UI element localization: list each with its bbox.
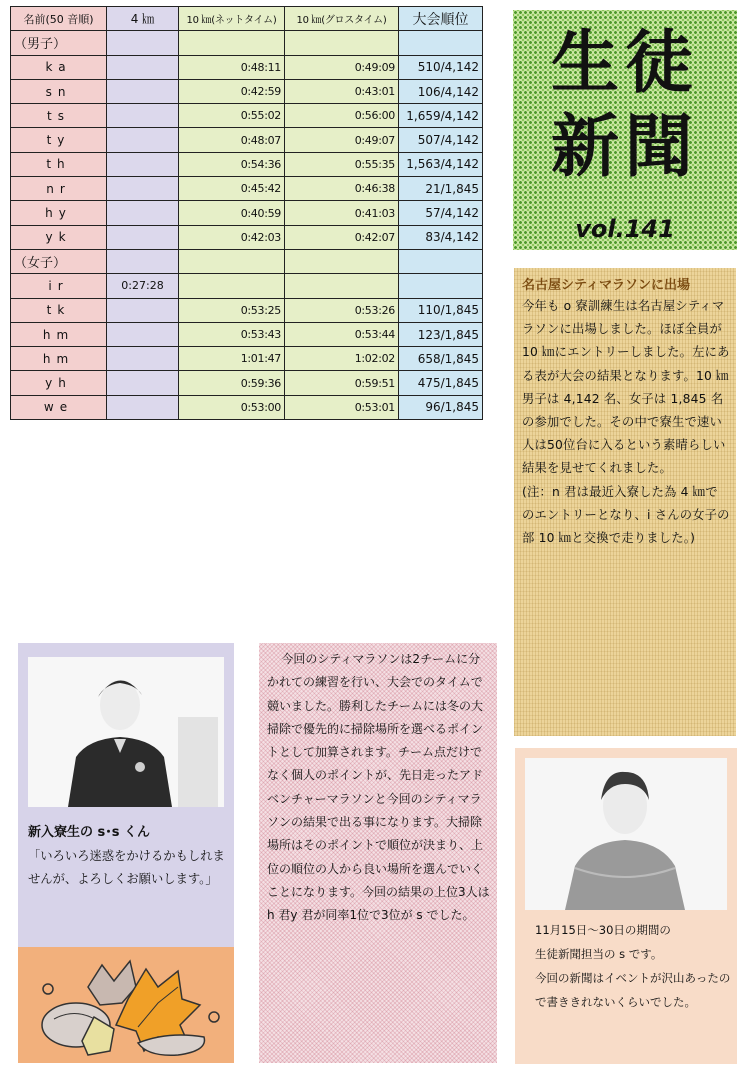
cell-4km [107,298,179,322]
reporter-text-line3: 今回の新聞はイベントが沢山あったの [535,971,731,985]
newcomer-card [18,643,234,1063]
cell-4km [107,225,179,249]
reporter-text-line1: 11月15日～30日の期間の [535,923,671,937]
cell-net: 0:42:03 [179,225,285,249]
table-row [11,225,483,249]
cell-net: 0:59:36 [179,371,285,395]
cell-name: yh [11,371,107,395]
cell-gross: 0:55:35 [285,152,399,176]
cell-gross: 0:42:07 [285,225,399,249]
cell-gross: 0:46:38 [285,177,399,201]
cell-gross: 0:49:07 [285,128,399,152]
cell-4km [107,371,179,395]
cell-rank: 96/1,845 [399,395,483,419]
cell-rank: 1,563/4,142 [399,152,483,176]
table-row [11,371,483,395]
cell-rank: 21/1,845 [399,177,483,201]
cell-4km [107,79,179,103]
table-header-row [11,7,483,31]
cell-name: nr [11,177,107,201]
cell-rank: 106/4,142 [399,79,483,103]
cell-rank [399,249,483,273]
cell-rank: 507/4,142 [399,128,483,152]
table-row [11,104,483,128]
reporter-card [515,748,737,1064]
table-row [11,201,483,225]
cell-4km [107,31,179,55]
cell-name: ty [11,128,107,152]
cell-4km [107,395,179,419]
cell-gross [285,249,399,273]
header-4km: 4 ㎞ [107,7,179,31]
cell-name: th [11,152,107,176]
cell-4km: 0:27:28 [107,274,179,298]
cell-net: 0:48:07 [179,128,285,152]
newcomer-quote: 「いろいろ迷惑をかけるかもしれませんが、よろしくお願いします。」 [28,849,225,886]
results-table [10,6,483,420]
cell-net: 0:54:36 [179,152,285,176]
cell-gross: 0:59:51 [285,371,399,395]
cell-name: ir [11,274,107,298]
table-row [11,249,483,273]
cell-net [179,31,285,55]
cell-gross: 0:41:03 [285,201,399,225]
cell-net: 0:40:59 [179,201,285,225]
article-title: 名古屋シティマラソンに出場 [522,278,690,293]
cell-net: 0:53:25 [179,298,285,322]
header-net-time: 10 ㎞(ネットタイム) [179,7,285,31]
cell-rank: 510/4,142 [399,55,483,79]
table-row [11,322,483,346]
cell-gross: 0:53:44 [285,322,399,346]
cell-net: 0:55:02 [179,104,285,128]
cell-gross: 0:43:01 [285,79,399,103]
cell-4km [107,104,179,128]
cell-rank: 123/1,845 [399,322,483,346]
team-article-body: 今回のシティマラソンは2チームに分かれての練習を行い、大会でのタイムで競いました。勝利したチームには冬の大掃除で優先的に掃除場所を選べるポイントとして加算されます。チーム点だけでなく個人のポイントが、先日走ったアドベンチャーマラソンと今回のシティマラソンの結果で出る事になります。大掃除場所はそのポイントで順位が決まり、上位の順位の人から良い場所を選んでいくことになります。今回の結果の上位3人は h 君y 君が同率1位で3位が s でした。 [267,652,490,923]
cell-net: 0:48:11 [179,55,285,79]
cell-rank: 57/4,142 [399,201,483,225]
marathon-article [514,268,736,736]
table-row [11,31,483,55]
cell-4km [107,201,179,225]
cell-gross: 0:56:00 [285,104,399,128]
newcomer-photo [28,657,224,807]
reporter-text-line2: 生徒新聞担当の s です。 [535,947,663,961]
reporter-photo [525,758,727,910]
cell-net: 0:53:00 [179,395,285,419]
masthead-title-line2: 新聞 [550,108,699,187]
cell-gross [285,274,399,298]
cell-rank [399,274,483,298]
cell-gross: 0:49:09 [285,55,399,79]
header-name: 名前(50 音順) [11,7,107,31]
autumn-leaves-illustration [18,947,234,1063]
cell-rank: 1,659/4,142 [399,104,483,128]
cell-4km [107,177,179,201]
cell-rank: 658/1,845 [399,347,483,371]
cell-rank: 475/1,845 [399,371,483,395]
cell-name: hm [11,322,107,346]
cell-name: ts [11,104,107,128]
cell-name: hm [11,347,107,371]
cell-net: 0:53:43 [179,322,285,346]
cell-name: sn [11,79,107,103]
cell-name: tk [11,298,107,322]
table-row [11,55,483,79]
cell-net [179,274,285,298]
cell-name: yk [11,225,107,249]
cell-net: 1:01:47 [179,347,285,371]
table-row [11,298,483,322]
cell-4km [107,347,179,371]
table-row [11,347,483,371]
cell-name: ka [11,55,107,79]
table-row [11,128,483,152]
header-gross-time: 10 ㎞(グロスタイム) [285,7,399,31]
reporter-text-line4: で書ききれないくらいでした。 [535,995,696,1009]
table-row [11,152,483,176]
issue-number: vol.141 [575,215,675,243]
cell-rank: 110/1,845 [399,298,483,322]
cell-rank [399,31,483,55]
newcomer-name: 新入寮生の s･s くん [28,825,151,840]
article-body: 今年も o 寮訓練生は名古屋シティマラソンに出場しました。ほぼ全員が 10 ㎞にエントリーしました。左にある表が大会の結果となります。10 ㎞男子は 4,142 名、女子は 1,845 名の参加でした。その中で寮生で速い人は50位台に入るという素晴らしい結果を見せてくれました。 [522,299,730,476]
cell-name: （男子） [11,31,107,55]
cell-4km [107,322,179,346]
cell-name: we [11,395,107,419]
cell-name: （女子） [11,249,107,273]
cell-4km [107,249,179,273]
cell-rank: 83/4,142 [399,225,483,249]
cell-net: 0:42:59 [179,79,285,103]
cell-gross: 1:02:02 [285,347,399,371]
masthead-title-line1: 生徒 [550,24,699,103]
header-rank: 大会順位 [399,7,483,31]
article-note: (注：n 君は最近入寮した為 4 ㎞でのエントリーとなり、i さんの女子の部 10 ㎞と交換で走りました。) [522,484,730,546]
cell-4km [107,55,179,79]
table-row [11,79,483,103]
cell-gross [285,31,399,55]
cell-net: 0:45:42 [179,177,285,201]
cell-net [179,249,285,273]
table-row [11,177,483,201]
cell-name: hy [11,201,107,225]
table-row [11,274,483,298]
masthead [513,10,737,250]
table-row [11,395,483,419]
cell-gross: 0:53:01 [285,395,399,419]
cell-4km [107,152,179,176]
cell-4km [107,128,179,152]
cell-gross: 0:53:26 [285,298,399,322]
team-article [259,643,497,1063]
